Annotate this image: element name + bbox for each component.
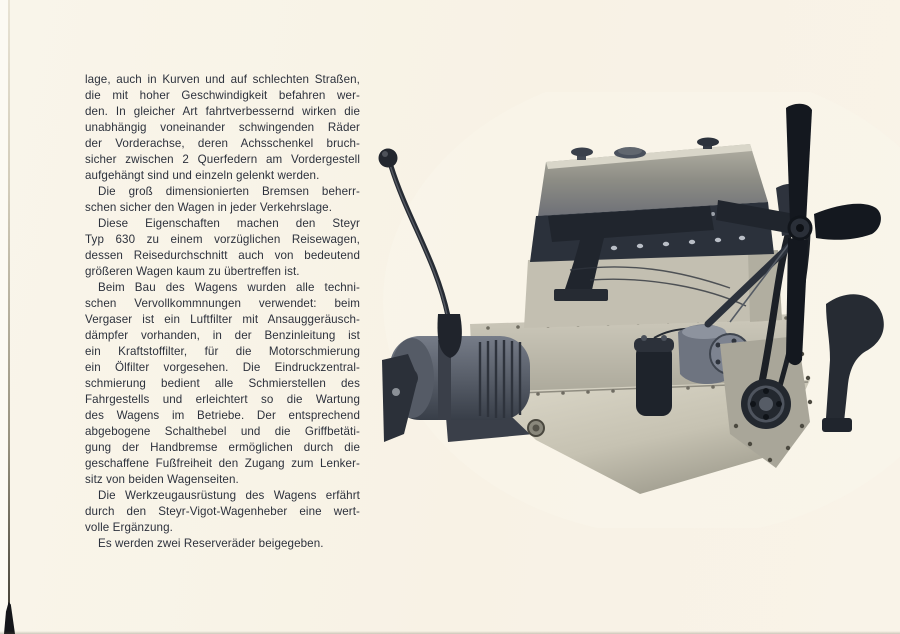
text-line: schmierung bedient alle Schmierstellen des (85, 377, 360, 390)
text-line: ein Kraftstoffilter, für die Motorschmierung (85, 345, 360, 358)
gear-lever-knob (379, 149, 398, 168)
text-line: volle Ergänzung. (85, 521, 173, 534)
left-mount-bracket (382, 354, 418, 442)
text-line: Beim Bau des Wagens wurden alle techni- (98, 281, 360, 294)
manifold-flange (554, 289, 608, 301)
text-line: den. In gleicher Art fahrtverbessernd wirken die (85, 105, 360, 118)
text-line: Typ 630 zu einem vorzüglichen Reisewagen, (85, 233, 360, 246)
body-text-column (85, 72, 360, 552)
paragraph (85, 280, 360, 488)
text-line: Vergaser ist ein Luftfilter mit Ansauggeräusch- (85, 313, 360, 326)
engine-photo-svg (378, 92, 900, 528)
text-line: Die groß dimensionierten Bremsen beherr- (98, 185, 360, 198)
ignition-coil-cap (634, 338, 674, 352)
gear-lever-knob-highlight (382, 151, 388, 157)
text-line: Diese Eigenschaften machen den Steyr (98, 217, 360, 230)
text-line: Es werden zwei Reserveräder beigegeben. (98, 537, 324, 550)
text-line: sicher zwischen 2 Querfedern am Vordergestell (85, 153, 360, 166)
ignition-coil (636, 344, 672, 416)
paragraph (85, 488, 360, 536)
text-line: ein Ölfilter vorgesehen. Die Eindruckzentral- (85, 361, 360, 374)
paragraph (85, 536, 360, 552)
text-line: des Wagens im Betriebe. Der entsprechend (85, 409, 360, 422)
text-line: die mit hoher Geschwindigkeit befahren wer- (85, 89, 360, 102)
crank-pulley-hub (759, 397, 773, 411)
text-line: geschaffene Fußfreiheit den Zugang zum Lenker- (85, 457, 360, 470)
text-line: dämpfer vorhanden, in der Benzinleitung ist (85, 329, 360, 342)
text-line: schen sicher den Wagen in jeder Verkehrslage. (85, 201, 333, 214)
page-edge-line (8, 0, 10, 634)
text-line: lage, auch in Kurven und auf schlechten Straßen, (85, 73, 360, 86)
fan-hub-bolt (796, 224, 804, 232)
right-arm-flange (822, 418, 852, 432)
text-line: schen Vervollkommnungen verwendet: beim (85, 297, 360, 310)
text-line: der Vorderachse, deren Achsschenkel bruch- (85, 137, 360, 150)
text-line: durch den Steyr-Vigot-Wagenheber eine wert- (85, 505, 360, 518)
left-bracket-hole (392, 388, 400, 396)
paragraph (85, 72, 360, 184)
paragraph (85, 216, 360, 280)
coil-terminal-right (661, 335, 667, 341)
drain-bolt-center (533, 425, 540, 432)
page-edge-strip (0, 0, 8, 634)
text-line: gung der Handbremse ermöglichen durch die (85, 441, 360, 454)
text-line: Die Werkzeugausrüstung des Wagens erfährt (98, 489, 360, 502)
text-line: abgebogene Schalthebel und die Griffbetäti- (85, 425, 360, 438)
coil-terminal-left (641, 335, 647, 341)
text-line: aufgehängt sind und einzeln gelenkt werden. (85, 169, 320, 182)
text-line: unabhängig voneinander schwingenden Räder (85, 121, 360, 134)
text-line: sitz von beiden Wagenseiten. (85, 473, 239, 486)
engine-photo (378, 92, 900, 528)
text-line: dessen Reisedurchschnitt auch von bedeutend (85, 249, 360, 262)
text-line: größeren Wagen kaum zu übertreffen ist. (85, 265, 300, 278)
paragraph (85, 184, 360, 216)
text-line: Fahrgestells und erleichtert so die Wartung (85, 393, 360, 406)
